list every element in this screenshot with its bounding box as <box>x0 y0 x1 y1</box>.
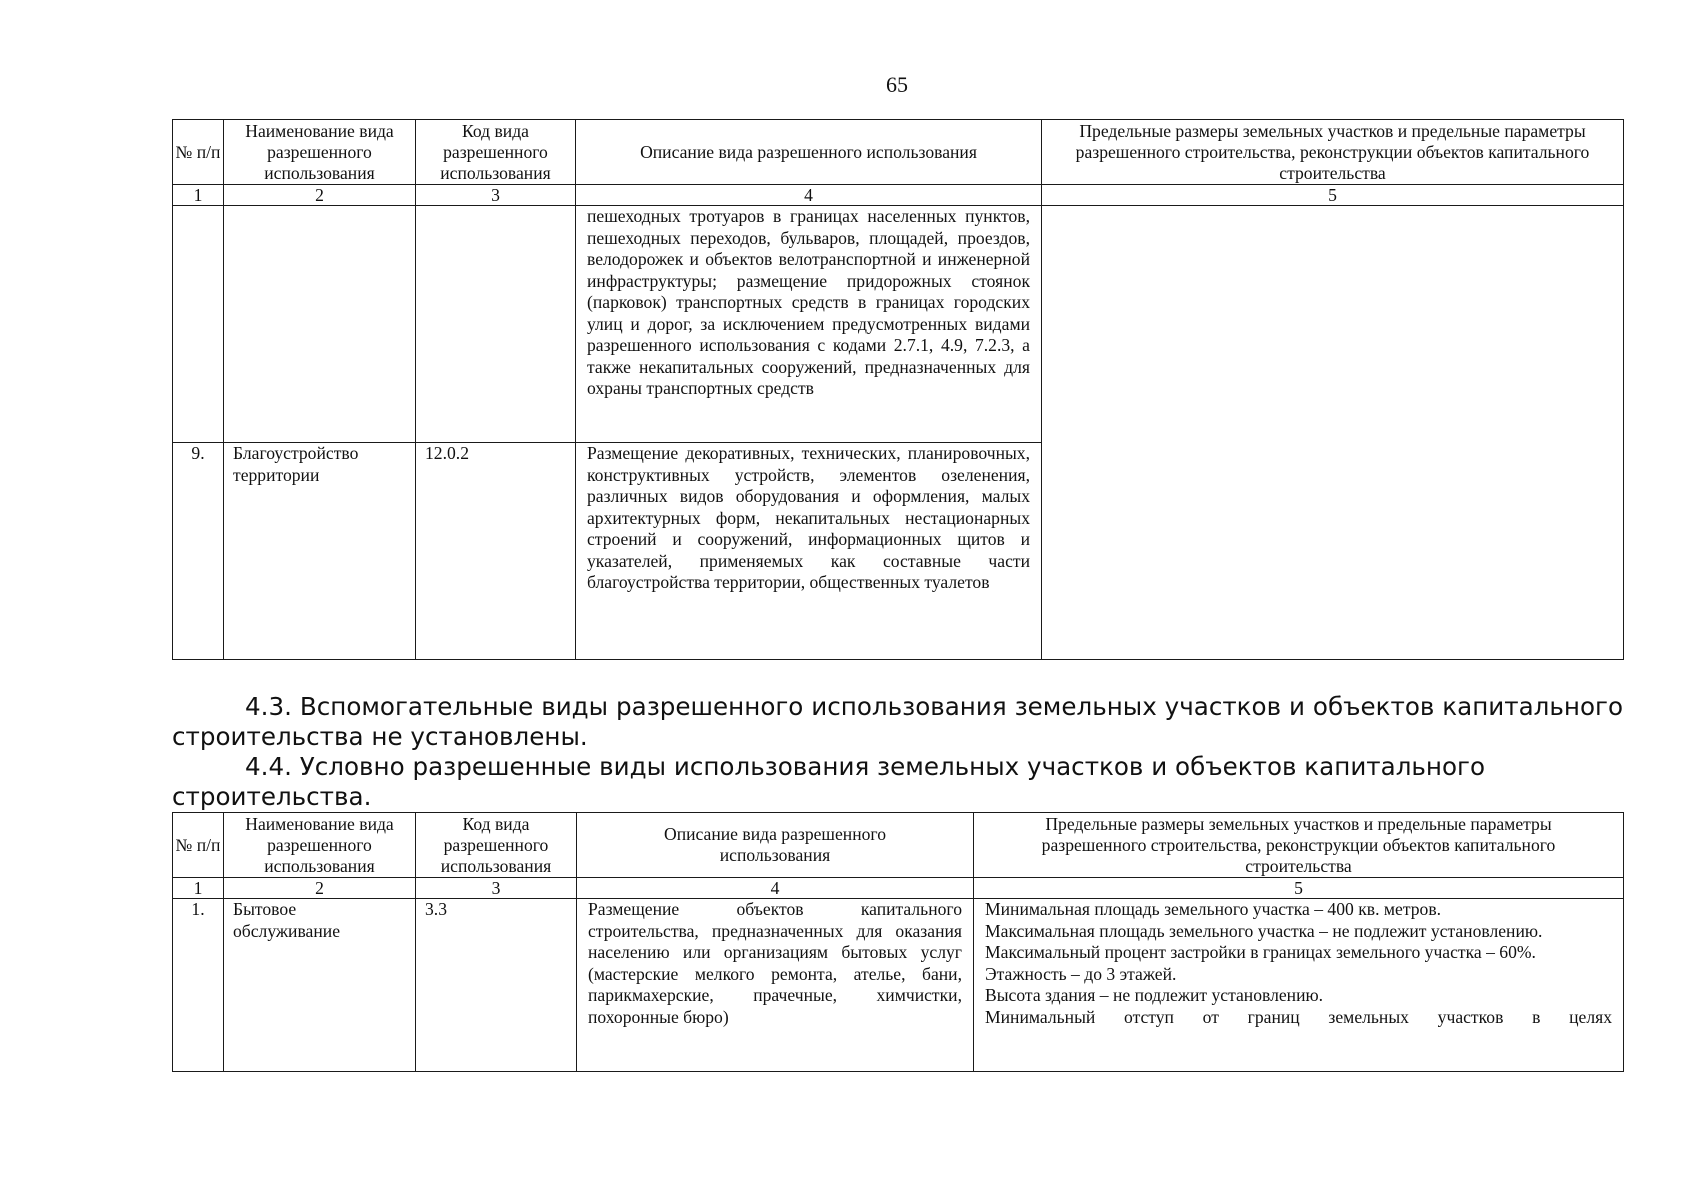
page-number: 65 <box>886 72 908 97</box>
column-number: 4 <box>577 878 974 899</box>
column-number: 1 <box>173 878 224 899</box>
column-number-row <box>173 878 1624 899</box>
header-name: Наименование вида разрешенного использования <box>224 120 416 185</box>
header-description: Описание вида разрешенного использования <box>576 120 1042 185</box>
limit-line: Минимальный отступ от границ земельных участков в целях <box>985 1006 1612 1027</box>
row-limits <box>974 899 1624 1072</box>
column-number: 2 <box>224 878 416 899</box>
land-use-table-main <box>172 119 1624 660</box>
row-description: Размещение декоративных, технических, планировочных, конструктивных устройств, элементов озеленения, различных видов оборудования и оформления, малых архитектурных форм, некапитальных нестационарных строений и сооружений, информационных щитов и указателей, применяемых как составные части благоустройства территории, общественных туалетов <box>576 443 1042 660</box>
header-num: № п/п <box>173 813 224 878</box>
row-limits-empty <box>1042 206 1624 660</box>
header-limits: Предельные размеры земельных участков и предельные параметры разрешенного строительства, реконструкции объектов капитального строительства <box>974 813 1624 878</box>
limit-line: Максимальная площадь земельного участка – не подлежит установлению. <box>985 920 1543 941</box>
limit-line: Этажность – до 3 этажей. <box>985 963 1177 984</box>
column-number: 1 <box>173 185 224 206</box>
header-num: № п/п <box>173 120 224 185</box>
column-number: 4 <box>576 185 1042 206</box>
row-code: 12.0.2 <box>416 443 576 660</box>
row-description: Размещение объектов капитального строительства, предназначенных для оказания населению или организациям бытовых услуг (мастерские мелкого ремонта, ателье, бани, парикмахерские, прачечные, химчистки, похоронные бюро) <box>577 899 974 1072</box>
land-use-table-conditional <box>172 812 1624 1072</box>
header-name: Наименование вида разрешенного использования <box>224 813 416 878</box>
section-4-4-paragraph: 4.4. Условно разрешенные виды использования земельных участков и объектов капитального строительства. <box>172 752 1486 811</box>
limit-line: Минимальная площадь земельного участка – 400 кв. метров. <box>985 899 1442 919</box>
limit-line: Высота здания – не подлежит установлению. <box>985 985 1324 1005</box>
row-num: 1. <box>173 899 224 1072</box>
column-number: 3 <box>416 878 577 899</box>
column-number-row <box>173 185 1624 206</box>
column-number: 3 <box>416 185 576 206</box>
header-code: Код вида разрешенного использования <box>416 813 577 878</box>
section-4-3-line-2: строительства не установлены. <box>172 722 588 751</box>
row-name <box>224 206 416 443</box>
table-row <box>173 899 1624 1072</box>
header-limits: Предельные размеры земельных участков и предельные параметры разрешенного строительства, реконструкции объектов капитального строительства <box>1042 120 1624 185</box>
row-description: пешеходных тротуаров в границах населенных пунктов, пешеходных переходов, бульваров, площадей, проездов, велодорожек и объектов велотранспортной и инженерной инфраструктуры; размещение придорожных стоянок (парковок) транспортных средств в границах городских улиц и дорог, за исключением предусмотренных видами разрешенного использования с кодами 2.7.1, 4.9, 7.2.3, а также некапитальных сооружений, предназначенных для охраны транспортных средств <box>576 206 1042 443</box>
limit-line: Максимальный процент застройки в границах земельного участка – 60%. <box>985 942 1536 962</box>
row-code: 3.3 <box>416 899 577 1072</box>
row-num <box>173 206 224 443</box>
header-code: Код вида разрешенного использования <box>416 120 576 185</box>
table-row <box>173 206 1624 443</box>
row-name: Бытовое обслуживание <box>224 899 416 1072</box>
row-num: 9. <box>173 443 224 660</box>
column-number: 5 <box>974 878 1624 899</box>
row-code <box>416 206 576 443</box>
section-4-3-paragraph <box>172 692 1623 752</box>
table-header-row <box>173 813 1624 878</box>
section-4-3-line-1: 4.3. Вспомогательные виды разрешенного использования земельных участков и объектов капитального <box>245 692 1623 721</box>
column-number: 5 <box>1042 185 1624 206</box>
column-number: 2 <box>224 185 416 206</box>
row-name: Благоустройство территории <box>224 443 416 660</box>
header-description: Описание вида разрешенного использования <box>577 813 974 878</box>
table-header-row <box>173 120 1624 185</box>
